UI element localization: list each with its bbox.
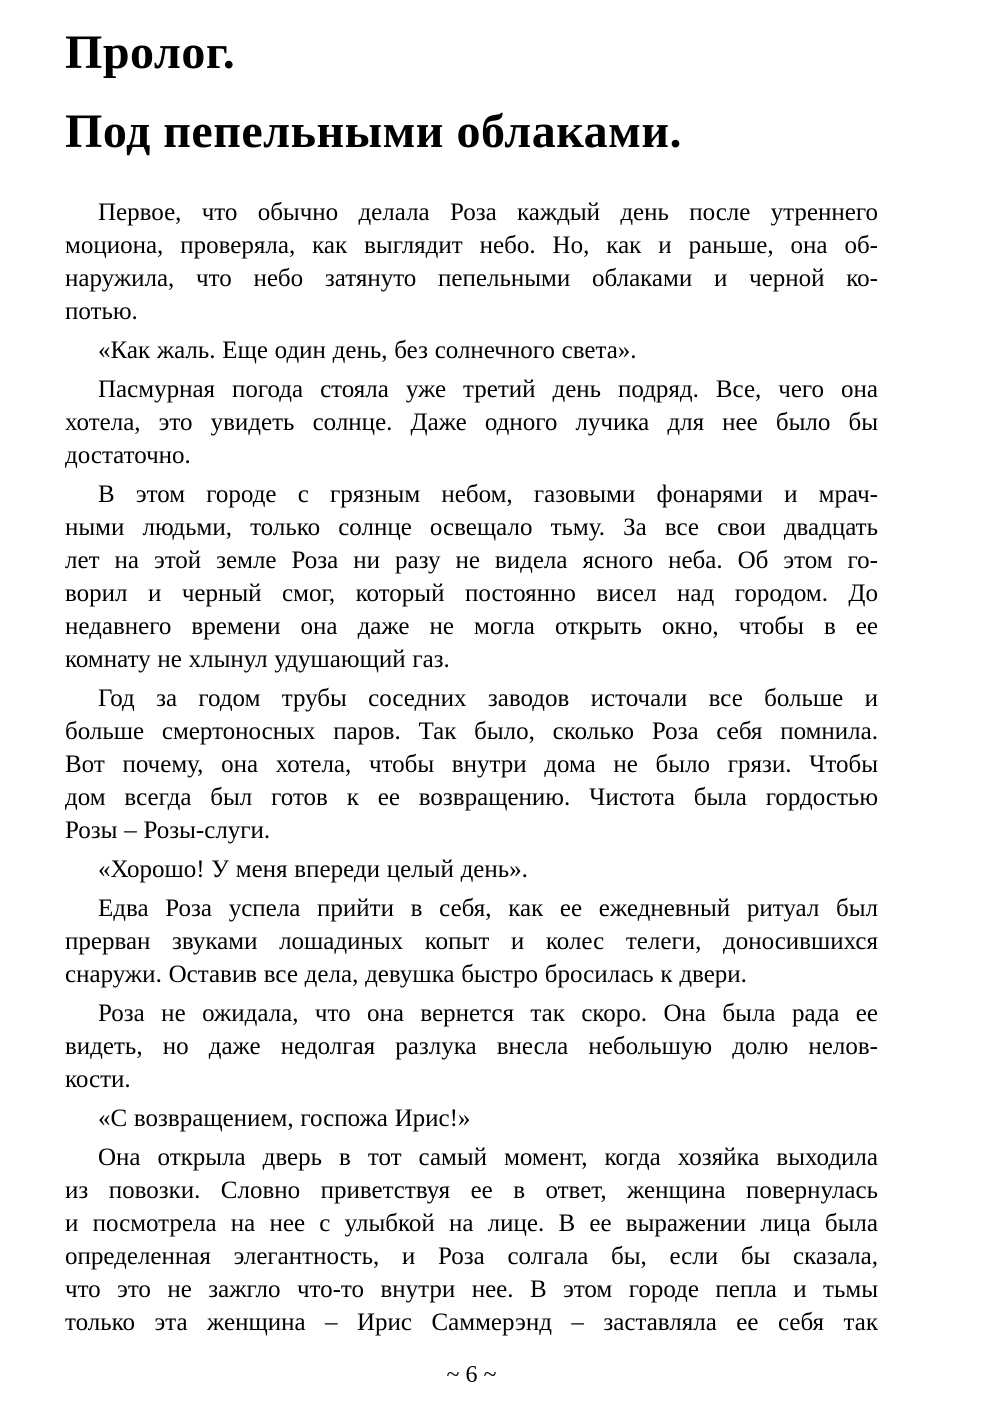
paragraph (65, 1141, 878, 1339)
text-line: определенная элегантность, и Роза солгала бы, если бы сказала, (65, 1243, 878, 1270)
text-line: Едва Роза успела прийти в себя, как ее ежедневный ритуал был (98, 895, 878, 922)
text-line: лет на этой земле Роза ни разу не видела ясного неба. Об этом го- (65, 547, 878, 574)
body-text (65, 196, 878, 1339)
paragraph (65, 997, 878, 1096)
text-line: что это не зажгло что-то внутри нее. В этом городе пепла и тьмы (65, 1276, 878, 1303)
text-line: Роза не ожидала, что она вернется так скоро. Она была рада ее (98, 1000, 878, 1027)
text-line: Она открыла дверь в тот самый момент, когда хозяйка выходила (98, 1144, 878, 1171)
text-line: Пасмурная погода стояла уже третий день подряд. Все, чего она (98, 376, 878, 403)
text-line: В этом городе с грязным небом, газовыми фонарями и мрач- (98, 481, 878, 508)
text-line: дом всегда был готов к ее возвращению. Чистота была гордостью (65, 784, 878, 811)
paragraph (65, 1102, 878, 1135)
paragraph (65, 682, 878, 847)
text-line: прерван звуками лошадиных копыт и колес телеги, доносившихся (65, 928, 878, 955)
text-line: недавнего времени она даже не могла открыть окно, чтобы в ее (65, 613, 878, 640)
text-line: снаружи. Оставив все дела, девушка быстро бросилась к двери. (65, 961, 747, 988)
text-line: наружила, что небо затянуто пепельными облаками и черной ко- (65, 265, 878, 292)
text-line: хотела, это увидеть солнце. Даже одного лучика для нее было бы (65, 409, 878, 436)
paragraph (65, 373, 878, 472)
text-line: моциона, проверяла, как выглядит небо. Но, как и раньше, она об- (65, 232, 878, 259)
chapter-subtitle: Под пепельными облаками. (65, 105, 682, 158)
text-line: «Хорошо! У меня впереди целый день». (98, 856, 528, 883)
paragraph (65, 892, 878, 991)
text-line: и посмотрела на нее с улыбкой на лице. В ее выражении лица была (65, 1210, 878, 1237)
text-line: комнату не хлынул удушающий газ. (65, 646, 450, 673)
text-line: достаточно. (65, 442, 191, 469)
text-line: больше смертоносных паров. Так было, сколько Роза себя помнила. (65, 718, 878, 745)
text-line: только эта женщина – Ирис Саммерэнд – заставляла ее себя так (65, 1309, 878, 1336)
text-line: ворил и черный смог, который постоянно висел над городом. До (65, 580, 878, 607)
text-line: видеть, но даже недолгая разлука внесла небольшую долю нелов- (65, 1033, 878, 1060)
paragraph (65, 334, 878, 367)
text-line: Розы – Розы-слуги. (65, 817, 271, 844)
text-line: «С возвращением, госпожа Ирис!» (98, 1105, 471, 1132)
text-line: потью. (65, 298, 138, 325)
text-line: Первое, что обычно делала Роза каждый день после утреннего (98, 199, 878, 226)
text-line: Год за годом трубы соседних заводов источали все больше и (98, 685, 878, 712)
text-line: кости. (65, 1066, 131, 1093)
paragraph (65, 478, 878, 676)
text-line: ными людьми, только солнце освещало тьму. За все свои двадцать (65, 514, 878, 541)
page-number: ~ 6 ~ (446, 1362, 497, 1388)
paragraph (65, 853, 878, 886)
text-line: Вот почему, она хотела, чтобы внутри дома не было грязи. Чтобы (65, 751, 878, 778)
text-line: «Как жаль. Еще один день, без солнечного света». (98, 337, 637, 364)
paragraph (65, 196, 878, 328)
text-line: из повозки. Словно приветствуя ее в ответ, женщина повернулась (65, 1177, 878, 1204)
chapter-title: Пролог. (65, 26, 236, 79)
